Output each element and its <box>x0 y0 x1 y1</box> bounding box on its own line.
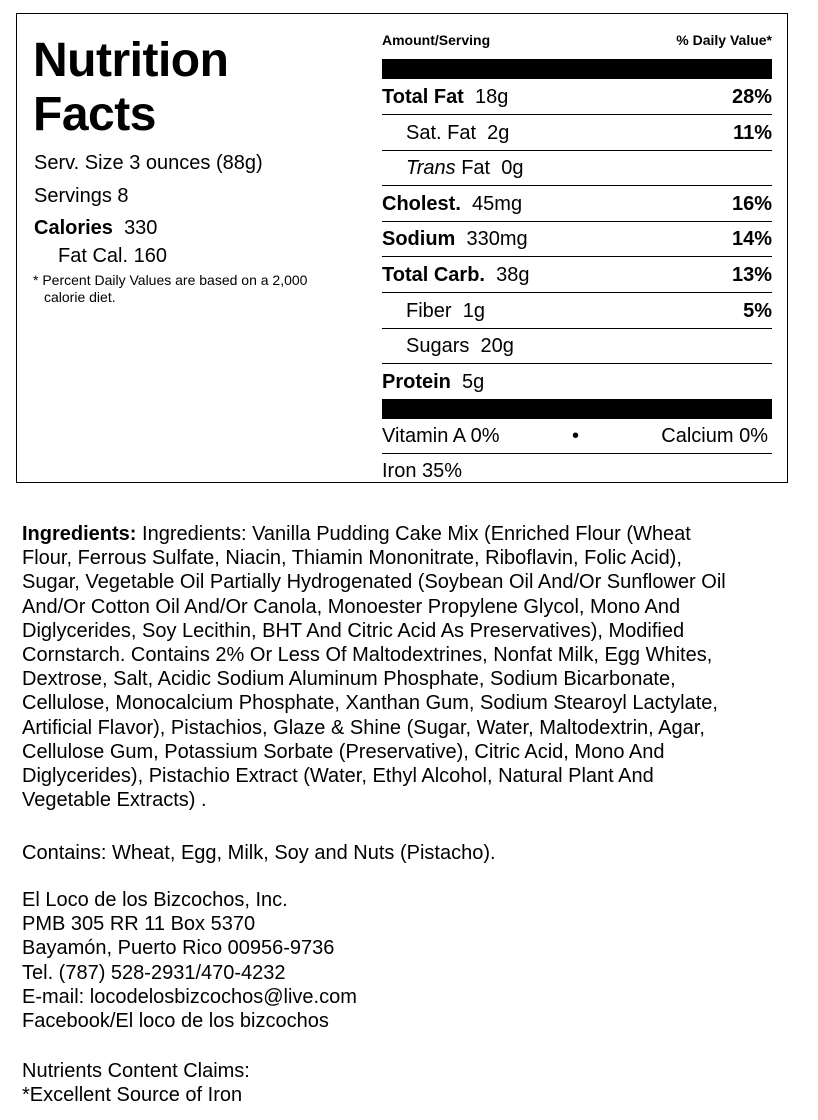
company-address-2: Bayamón, Puerto Rico 00956-9736 <box>22 937 335 960</box>
company-info <box>22 888 802 1033</box>
row-total-carb: Total Carb. 38g 13% <box>382 257 772 293</box>
row-sugars: Sugars 20g <box>382 328 772 364</box>
ingredients-label: Ingredients: <box>22 523 137 545</box>
fat-calories: Fat Cal. 160 <box>58 245 167 267</box>
thick-divider <box>382 59 772 79</box>
row-protein: Protein 5g <box>382 371 485 393</box>
table-header: Amount/Serving % Daily Value* <box>382 32 772 48</box>
nutrition-facts-title: Nutrition Facts <box>33 34 229 141</box>
row-cholesterol: Cholest. 45mg 16% <box>382 186 772 222</box>
calories: Calories 330 <box>34 217 158 239</box>
company-email: E-mail: locodelosbizcochos@live.com <box>22 985 357 1008</box>
row-fiber: Fiber 1g 5% <box>382 293 772 329</box>
company-facebook: Facebook/El loco de los bizcochos <box>22 1010 329 1033</box>
row-total-fat: Total Fat 18g 28% <box>382 79 772 115</box>
row-sodium: Sodium 330mg 14% <box>382 221 772 257</box>
row-trans-fat: Trans Fat 0g <box>382 150 772 186</box>
thick-divider-bottom <box>382 399 772 419</box>
daily-value-footnote: * Percent Daily Values are based on a 2,000 calorie diet. <box>33 272 308 305</box>
nutrient-claims <box>22 1059 802 1107</box>
serving-size: Serv. Size 3 ounces (88g) <box>34 152 263 174</box>
company-phone: Tel. (787) 528-2931/470-4232 <box>22 961 286 984</box>
row-vitamins: Vitamin A 0% • Calcium 0% <box>382 418 772 454</box>
nutrition-facts-panel <box>16 13 788 483</box>
row-iron: Iron 35% <box>382 460 463 482</box>
company-name: El Loco de los Bizcochos, Inc. <box>22 889 288 911</box>
company-address-1: PMB 305 RR 11 Box 5370 <box>22 913 256 936</box>
ingredients-section: Ingredients: Ingredients: Vanilla Pudding Cake Mix (Enriched Flour (Wheat Flour, Ferrous Sulfate, Niacin, Thiamin Mononitrate, Riboflavin, Folic Acid), Sugar, Vegetable Oil Partially Hydrogenated (Soybean Oil And/Or Sunflower Oil And/Or Cotton Oil And/Or Canola, Monoester Propylene Glycol, Mono And Diglycerides, Soy Lecithin, BHT And Citric Acid As Preservatives), Modified Cornstarch. Contains 2% Or Less Of Maltodextrines, Nonfat Milk, Egg Whites, Dextrose, Salt, Acidic Sodium Aluminum Phosphate, Sodium Bicarbonate, Cellulose, Monocalcium Phosphate, Xanthan Gum, Sodium Stearoyl Lactylate, Artificial Flavor), Pistachios, Glaze & Shine (Sugar, Water, Maltodextrin, Agar, Cellulose Gum, Potassium Sorbate (Preservative), Citric Acid, Mono And Diglycerides), Pistachio Extract (Water, Ethyl Alcohol, Natural Plant And Vegetable Extracts) . <box>22 523 726 812</box>
allergen-statement: Contains: Wheat, Egg, Milk, Soy and Nuts (Pistacho). <box>22 842 496 864</box>
claims-item: *Excellent Source of Iron <box>22 1084 243 1107</box>
claims-heading: Nutrients Content Claims: <box>22 1060 250 1082</box>
servings-per-container: Servings 8 <box>34 185 129 207</box>
row-sat-fat: Sat. Fat 2g 11% <box>382 115 772 151</box>
